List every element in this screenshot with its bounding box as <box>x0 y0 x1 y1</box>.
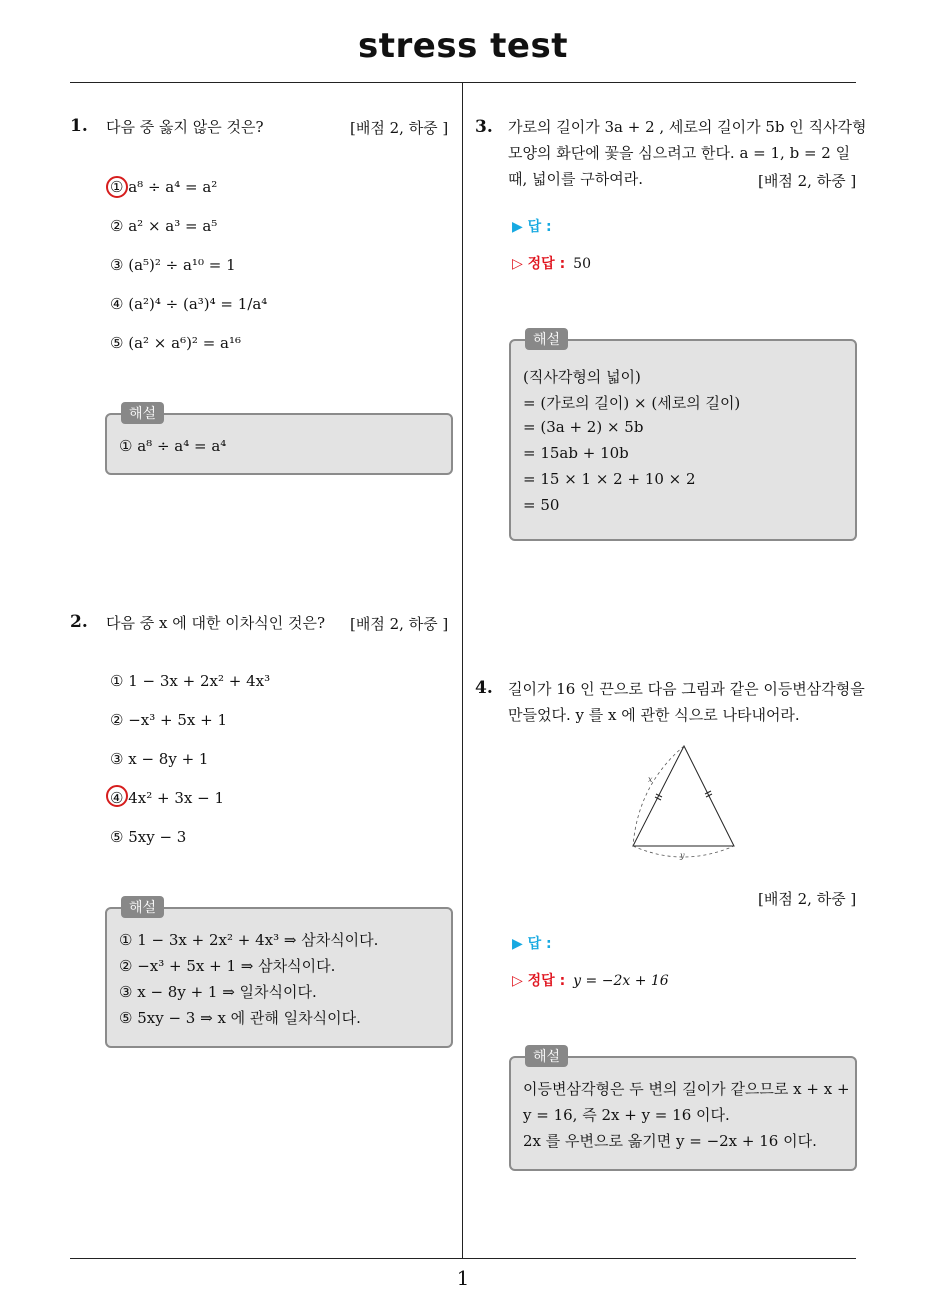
base-label: y <box>680 851 685 860</box>
q1-choice-3[interactable]: ③ (a⁵)² ÷ a¹⁰ = 1 <box>110 256 236 274</box>
q3-explain-line: = (3a + 2) × 5b <box>523 418 644 436</box>
explanation-tag: 해설 <box>121 896 164 918</box>
q2-choice-1[interactable]: ① 1 − 3x + 2x² + 4x³ <box>110 672 271 690</box>
q3-explain-line: = 15ab + 10b <box>523 444 629 462</box>
explanation-tag: 해설 <box>525 328 568 350</box>
q4-explain-line: y = 16, 즉 2x + y = 16 이다. <box>523 1106 730 1124</box>
q4-text-line: 만들었다. y 를 x 에 관한 식으로 나타내어라. <box>508 706 800 724</box>
q3-text-line: 모양의 화단에 꽃을 심으려고 한다. a = 1, b = 2 일 <box>508 144 851 162</box>
q2-explanation-box <box>105 900 453 1048</box>
q3-explain-line: = (가로의 길이) × (세로의 길이) <box>523 394 741 412</box>
q1-meta: [배점 2, 하중 ] <box>350 119 449 137</box>
page-title: stress test <box>358 26 568 66</box>
q4-explanation-box <box>509 1049 857 1171</box>
q4-number: 4. <box>475 678 493 698</box>
side-label: x <box>648 775 653 784</box>
q2-explain-line: ⑤ 5xy − 3 ⇒ x 에 관해 일차식이다. <box>119 1009 361 1027</box>
correct-label: ▷ 정답 : <box>512 973 566 989</box>
isosceles-triangle-figure <box>620 740 750 865</box>
q1-explain-line: ① a⁸ ÷ a⁴ = a⁴ <box>119 437 227 455</box>
q1-choice-5[interactable]: ⑤ (a² × a⁶)² = a¹⁶ <box>110 334 242 352</box>
explanation-tag: 해설 <box>525 1045 568 1067</box>
q4-answer-label: ▶ 답 : <box>512 936 552 952</box>
q4-correct-answer <box>512 970 669 990</box>
column-divider <box>462 83 463 1259</box>
q1-text: 다음 중 옳지 않은 것은? <box>106 118 264 136</box>
q2-choice-3[interactable]: ③ x − 8y + 1 <box>110 750 209 768</box>
q3-explain-line: = 50 <box>523 496 560 514</box>
q3-explain-line: (직사각형의 넓이) <box>523 368 641 386</box>
q3-correct-answer <box>512 253 591 273</box>
q1-choice-1[interactable]: ① a⁸ ÷ a⁴ = a² <box>110 178 218 196</box>
q4-text-line: 길이가 16 인 끈으로 다음 그림과 같은 이등변삼각형을 <box>508 680 865 698</box>
q3-explanation-box <box>509 332 857 541</box>
q4-explain-line: 2x 를 우변으로 옮기면 y = −2x + 16 이다. <box>523 1132 817 1150</box>
triangle-shape <box>633 746 734 846</box>
q2-explain-line: ③ x − 8y + 1 ⇒ 일차식이다. <box>119 983 317 1001</box>
q1-choice-4[interactable]: ④ (a²)⁴ ÷ (a³)⁴ = 1/a⁴ <box>110 295 268 313</box>
q3-explain-line: = 15 × 1 × 2 + 10 × 2 <box>523 470 696 488</box>
q2-choice-4[interactable]: ④ 4x² + 3x − 1 <box>110 789 224 807</box>
footer-rule <box>70 1258 856 1259</box>
q3-text-line: 때, 넓이를 구하여라. <box>508 170 643 188</box>
explanation-tag: 해설 <box>121 402 164 424</box>
correct-value: 50 <box>573 256 591 272</box>
selected-mark-icon <box>106 785 128 807</box>
q2-number: 2. <box>70 612 88 632</box>
correct-value: y = −2x + 16 <box>573 973 669 989</box>
q2-explain-line: ① 1 − 3x + 2x² + 4x³ ⇒ 삼차식이다. <box>119 931 379 949</box>
page-number: 1 <box>456 1266 470 1290</box>
q1-choice-2[interactable]: ② a² × a³ = a⁵ <box>110 217 218 235</box>
q2-text: 다음 중 x 에 대한 이차식인 것은? <box>106 614 325 632</box>
q3-meta: [배점 2, 하중 ] <box>758 172 857 190</box>
correct-label: ▷ 정답 : <box>512 256 566 272</box>
q2-explain-line: ② −x³ + 5x + 1 ⇒ 삼차식이다. <box>119 957 336 975</box>
q2-meta: [배점 2, 하중 ] <box>350 615 449 633</box>
q2-choice-2[interactable]: ② −x³ + 5x + 1 <box>110 711 228 729</box>
q1-number: 1. <box>70 116 88 136</box>
q3-answer-label: ▶ 답 : <box>512 219 552 235</box>
q2-choice-5[interactable]: ⑤ 5xy − 3 <box>110 828 187 846</box>
q1-explanation-box <box>105 406 453 475</box>
q3-number: 3. <box>475 117 493 137</box>
header-rule <box>70 82 856 83</box>
q4-explain-line: 이등변삼각형은 두 변의 길이가 같으므로 x + x + <box>523 1080 850 1098</box>
q3-text-line: 가로의 길이가 3a + 2 , 세로의 길이가 5b 인 직사각형 <box>508 118 867 136</box>
q4-meta: [배점 2, 하중 ] <box>758 890 857 908</box>
selected-mark-icon <box>106 176 128 198</box>
